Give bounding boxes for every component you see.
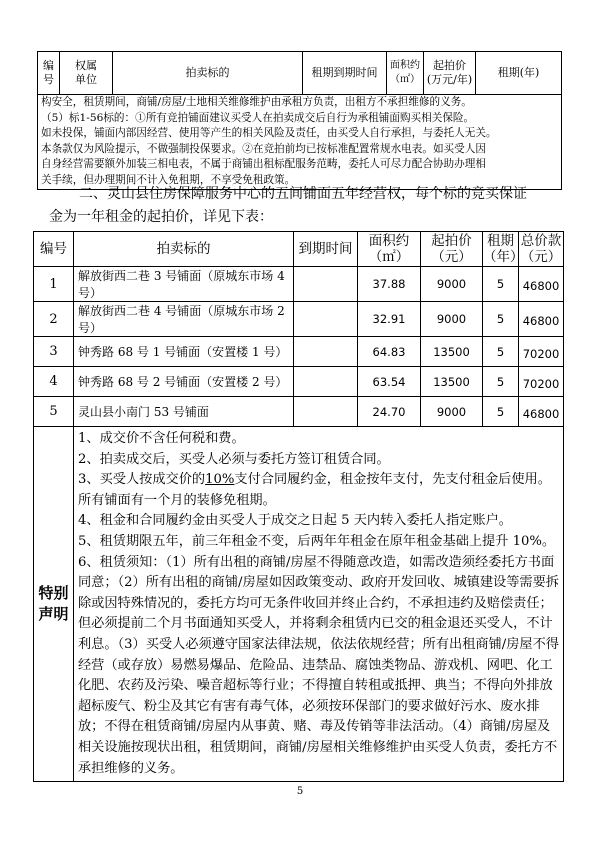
table-row <box>34 367 564 397</box>
note-line: （5）标1-56标的：①所有竞拍铺面建议买受人在拍卖成交后自行为承租铺面购买相关保险。 <box>41 111 475 124</box>
table-row <box>34 397 564 427</box>
header-expiry: 到期时间 <box>294 232 358 267</box>
header-term: 租期(年) <box>476 52 562 95</box>
row-expiry <box>294 302 358 337</box>
row-price: 13500 <box>421 337 483 367</box>
row-item: 钟秀路 68 号 2 号铺面（安置楼 2 号） <box>74 367 294 397</box>
row-expiry <box>294 367 358 397</box>
header-expiry: 租期到期时间 <box>303 52 387 95</box>
row-item: 解放街西二巷 4 号铺面（原城东市场 2 号） <box>74 302 294 337</box>
header-owner: 权属 单位 <box>60 52 113 95</box>
statement-clause: 1、成交价不含任何税和费。 <box>78 431 245 446</box>
row-number: 1 <box>34 267 74 302</box>
underlined-percent: 10% <box>205 472 235 488</box>
row-expiry <box>294 397 358 427</box>
row-number: 2 <box>34 302 74 337</box>
table-row <box>34 302 564 337</box>
note-line: 本条款仅为风险提示，不做强制投保要求。②在竞拍前均已按标准配置常规水电表。如买受人因 <box>41 142 486 155</box>
row-total: 46800 <box>519 267 564 302</box>
row-total: 46800 <box>519 302 564 337</box>
statement-clause <box>78 470 559 511</box>
special-statement-row <box>34 427 564 782</box>
row-term: 5 <box>483 367 519 397</box>
table1-header-row <box>38 52 562 95</box>
header-area: 面积约 （㎡） <box>358 232 421 267</box>
row-total: 46800 <box>519 397 564 427</box>
header-number: 编号 <box>38 52 60 95</box>
table-row <box>34 267 564 302</box>
previous-lots-table <box>37 51 562 190</box>
section-heading-continued: 金为一年租金的起拍价，详见下表： <box>49 209 273 225</box>
statement-clause: 4、租金和合同履约金由买受人于成交之日起 5 天内转入委托人指定账户。 <box>78 513 512 529</box>
row-expiry <box>294 337 358 367</box>
row-term: 5 <box>483 337 519 367</box>
special-statement-label: 特别 声明 <box>34 427 74 782</box>
statement-clause: 6、租赁须知：（1）所有出租的商铺/房屋不得随意改造，如需改造须经委托方书面同意；（2）所有出租的商铺/房屋如因政策变动、政府开发回收、城镇建设等需要拆除或因特殊情况的，委托方均可无条件收回并终止合约，不承担违约及赔偿责任；但必须提前二个月书面通知买受人，并将剩余租赁内已交的租金退还买受人，不计利息。（3）买受人必须遵守国家法律法规，依法依规经营；所有出租商铺/房屋不得经营（或存放）易燃易爆品、危险品、违禁品、腐蚀类物品、游戏机、网吧、化工化肥、农药及污染、噪音超标等行业；不得擅自转租或抵押、典当；不得向外排放超标废气、粉尘及其它有害有毒气体，必须按环保部门的要求做好污水、废水排放；不得在租赁商铺/房屋内从事黄、赌、毒及传销等非法活动。（4）商铺/房屋及相关设施按现状出租，租赁期间，商铺/房屋相关维修维护由买受人负责，委托方不承担维修的义务。 <box>78 554 559 776</box>
row-price: 13500 <box>421 367 483 397</box>
row-area: 24.70 <box>358 397 421 427</box>
note-line: 构安全，租赁期间，商铺/房屋/土地相关维修维护由承租方负责，出租方不承担维修的义务。 <box>41 96 472 108</box>
header-auction-item: 拍卖标的 <box>113 52 303 95</box>
note-line: 如未投保，铺面内部因经营、使用等产生的相关风险及责任，由买受人自行承担，与委托人无关。 <box>41 127 497 140</box>
clause-text: 支付合同履约金，租金按年支付，先支付租金后使用。所有铺面有一个月的装修免租期。 <box>78 472 551 508</box>
table1-continued-notes <box>38 95 562 190</box>
clause-text: 3、买受人按成交价的 <box>78 472 206 488</box>
statement-clause: 2、拍卖成交后，买受人必须与委托方签订租赁合同。 <box>78 451 390 467</box>
row-price: 9000 <box>421 267 483 302</box>
header-term: 租期 （年） <box>483 233 524 265</box>
note-line: 关手续，但办理期间不计入免租期，不享受免租政策。 <box>41 173 296 186</box>
statement-clause: 5、租赁期限五年，前三年租金不变，后两年年租金在原年租金基础上提升 10%。 <box>78 533 556 549</box>
row-price: 9000 <box>421 397 483 427</box>
page-number: 5 <box>296 786 304 797</box>
special-statement-body <box>74 427 564 782</box>
table-row <box>34 337 564 367</box>
row-area: 63.54 <box>358 367 421 397</box>
header-total: 总价款 （元） <box>519 232 564 267</box>
note-line: 自身经营需要额外加装三相电表，不属于商铺出租标配服务范畴，委托人可尽力配合协助办理相 <box>41 158 486 171</box>
header-area: 面积约 （㎡） <box>387 52 424 95</box>
row-number: 4 <box>34 367 74 397</box>
section-heading: 二、灵山县住房保障服务中心的五间铺面五年经营权，每个标的竞买保证 <box>79 186 527 202</box>
row-expiry <box>294 267 358 302</box>
row-number: 3 <box>34 337 74 367</box>
row-item: 灵山县小南门 53 号铺面 <box>74 397 294 427</box>
header-number: 编号 <box>34 232 74 267</box>
row-term: 5 <box>483 302 519 337</box>
row-total: 70200 <box>519 337 564 367</box>
row-item: 钟秀路 68 号 1 号铺面（安置楼 1 号） <box>74 337 294 367</box>
row-total: 70200 <box>519 367 564 397</box>
row-term: 5 <box>483 267 519 302</box>
table2-header-row <box>34 232 564 267</box>
row-number: 5 <box>34 397 74 427</box>
header-start-price: 起拍价 (万元/年) <box>424 52 476 95</box>
lots-table <box>33 231 564 782</box>
header-auction-item: 拍卖标的 <box>74 232 294 267</box>
row-area: 64.83 <box>358 337 421 367</box>
row-area: 37.88 <box>358 267 421 302</box>
row-term: 5 <box>483 397 519 427</box>
row-price: 9000 <box>421 302 483 337</box>
header-start-price: 起拍价 （元） <box>421 232 483 267</box>
row-item: 解放街西二巷 3 号铺面（原城东市场 4 号） <box>74 267 294 302</box>
row-area: 32.91 <box>358 302 421 337</box>
